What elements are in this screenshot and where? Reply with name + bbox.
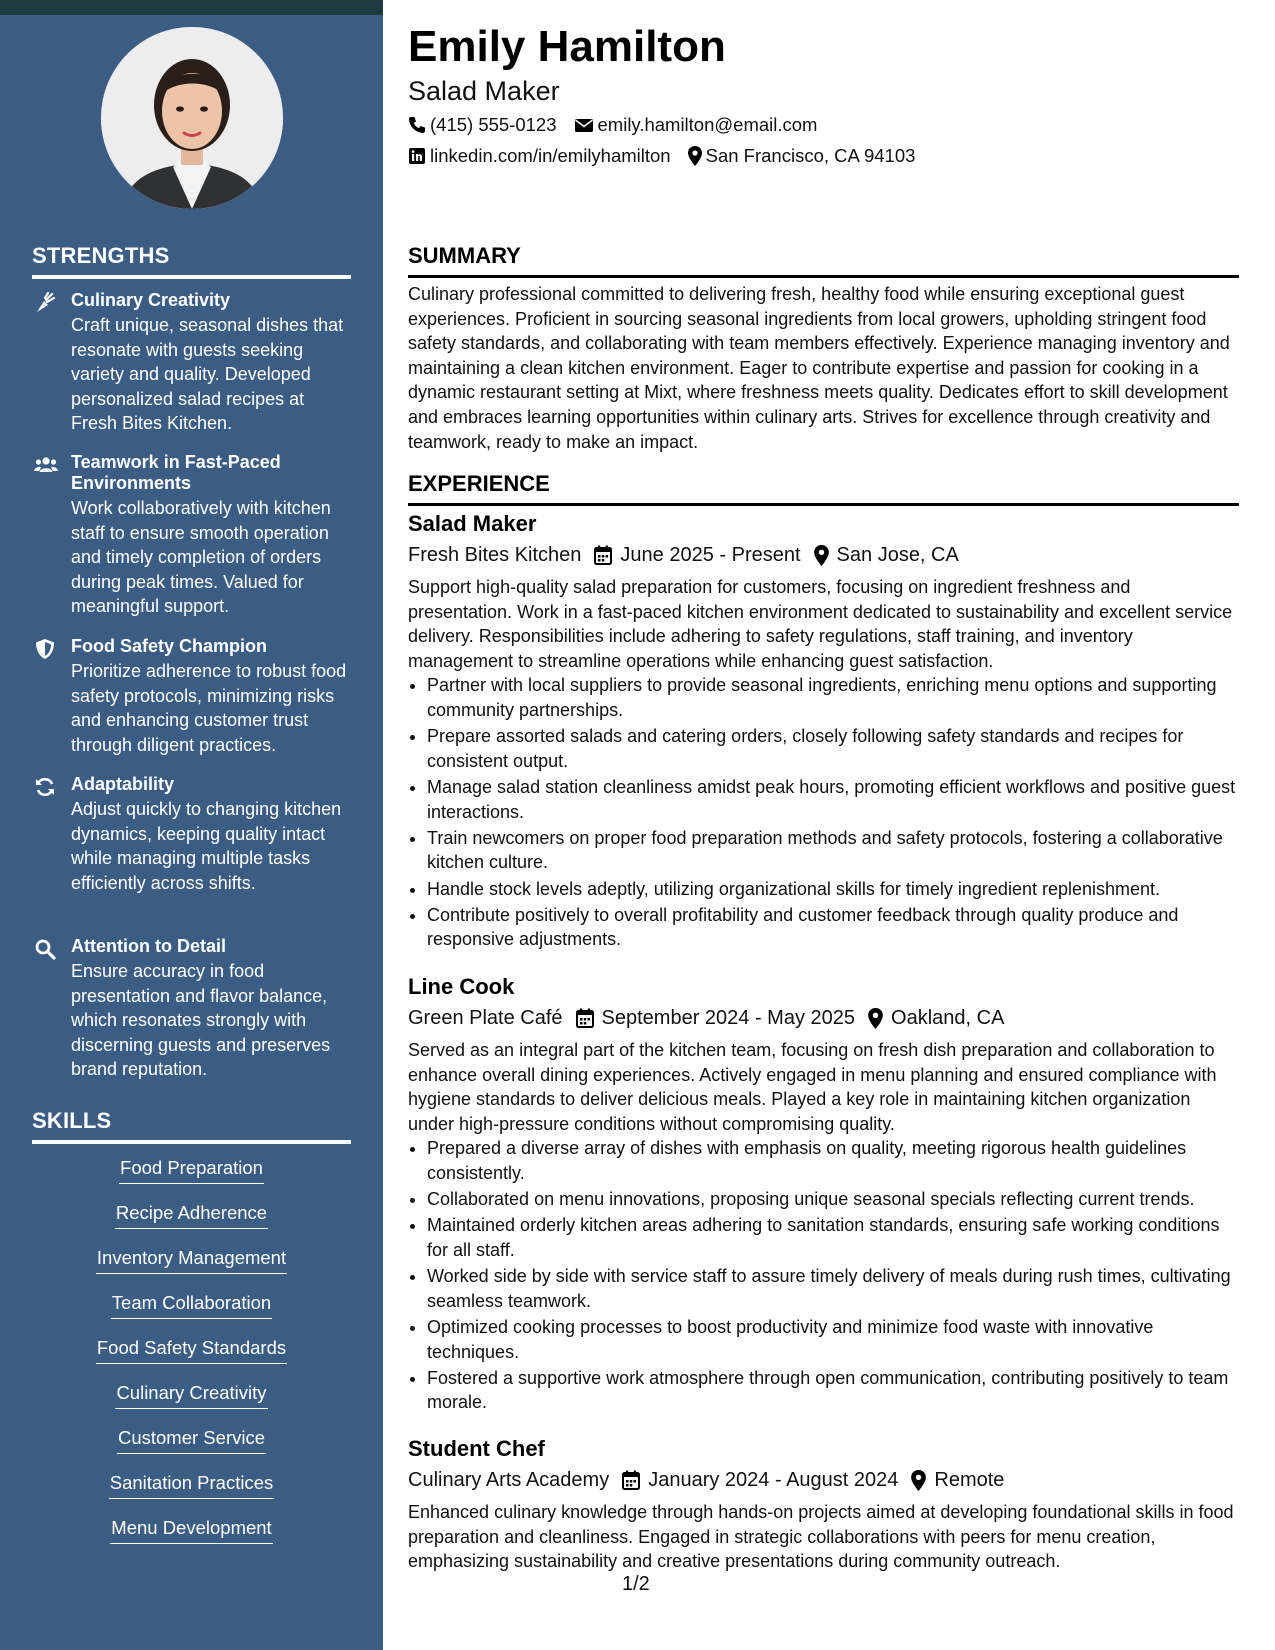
strength-title: Culinary Creativity [71, 290, 231, 310]
list-item: • Worked side by side with service staff to assure timely delivery of meals during rush times, cultivating seamless teamwork. [427, 1264, 1239, 1313]
list-item: • Optimized cooking processes to boost productivity and minimize food waste with innovative techniques. [427, 1315, 1239, 1364]
location-text: San Francisco, CA 94103 [705, 145, 916, 166]
job-dates: September 2024 - May 2025 [601, 1007, 856, 1029]
candidate-title: Salad Maker [408, 76, 560, 106]
skill-item: Inventory Management [32, 1245, 351, 1290]
skills-heading: SKILLS [32, 1108, 351, 1144]
job-entry [408, 511, 1239, 953]
strength-description: Craft unique, seasonal dishes that resonate with guests seeking variety and quality. Developed personalized salad recipes at Fresh Bites Kitchen. [71, 315, 344, 433]
job-meta [408, 1468, 1239, 1492]
job-dates: June 2025 - Present [620, 544, 801, 566]
job-company: Culinary Arts Academy [408, 1469, 610, 1491]
search-icon [34, 938, 56, 960]
job-title: Salad Maker [408, 511, 537, 536]
job-entry [408, 1436, 1239, 1574]
phone-icon [408, 116, 426, 134]
summary-text: Culinary professional committed to delivering fresh, healthy food while ensuring exceptional guest experiences. Proficient in sourcing seasonal ingredients from local growers, upholding stringent food safety standards, and collaborating with team members effectively. Experience managing inventory and maintaining a clean kitchen environment. Eager to contribute expertise and passion for cooking in a dynamic restaurant setting at Mixt, where freshness meets quality. Dedicates effort to skill development and embraces learning opportunities within culinary arts. Strives for excellence through creativity and teamwork, ready to make an impact. [408, 284, 1230, 452]
list-item: • Maintained orderly kitchen areas adhering to sanitation standards, ensuring safe working conditions for all staff. [427, 1213, 1239, 1262]
shield-icon [34, 638, 56, 660]
job-location: Oakland, CA [891, 1007, 1005, 1029]
list-item: • Manage salad station cleanliness amidst peak hours, promoting efficient workflows and positive guest interactions. [427, 775, 1239, 824]
sync-icon [34, 776, 56, 798]
job-company: Fresh Bites Kitchen [408, 544, 582, 566]
phone-number[interactable]: (415) 555-0123 [430, 114, 557, 135]
calendar-icon [594, 545, 612, 565]
map-marker-icon [814, 545, 829, 566]
summary-heading: SUMMARY [408, 243, 1239, 278]
list-item: • Handle stock levels adeptly, utilizing organizational skills for timely ingredient replenishment. [427, 877, 1239, 902]
strength-description: Ensure accuracy in food presentation and flavor balance, which resonates strongly with discerning guests and preserves brand reputation. [71, 961, 331, 1079]
page-number: 1/2 [622, 1573, 650, 1595]
skill-item: Menu Development [32, 1515, 351, 1560]
skill-item: Culinary Creativity [32, 1380, 351, 1425]
job-bullets [408, 673, 1239, 952]
carrot-icon [34, 292, 56, 314]
linkedin-icon [408, 147, 426, 165]
list-item: • Partner with local suppliers to provide seasonal ingredients, enriching menu options and supporting community partnerships. [427, 673, 1239, 722]
calendar-icon [622, 1470, 640, 1490]
strength-item [32, 774, 352, 895]
job-description: Support high-quality salad preparation for customers, focusing on ingredient freshness and presentation. Work in a fast-paced kitchen environment dedicated to sustainability and excellent service delivery. Responsibilities include adhering to safety regulations, staff training, and inventory management to streamline operations while enhancing guest satisfaction. [408, 577, 1233, 671]
experience-heading: EXPERIENCE [408, 471, 1239, 506]
list-item: • Collaborated on menu innovations, proposing unique seasonal specials reflecting current trends. [427, 1187, 1239, 1212]
contact-row [408, 114, 834, 136]
users-icon [34, 454, 56, 476]
strength-title: Teamwork in Fast-Paced Environments [71, 452, 281, 493]
job-meta [408, 1006, 1239, 1030]
job-location: San Jose, CA [836, 544, 959, 566]
skills-list [32, 1155, 351, 1560]
job-dates: January 2024 - August 2024 [648, 1469, 899, 1491]
skill-item: Customer Service [32, 1425, 351, 1470]
linkedin-link[interactable]: linkedin.com/in/emilyhamilton [430, 145, 671, 166]
strength-item [32, 290, 352, 436]
candidate-name: Emily Hamilton [408, 22, 726, 71]
job-title: Line Cook [408, 974, 515, 999]
strength-item [32, 636, 352, 757]
strength-title: Adaptability [71, 774, 175, 794]
list-item: • Contribute positively to overall profitability and customer feedback through quality produce and responsive adjustments. [427, 903, 1239, 952]
strength-description: Adjust quickly to changing kitchen dynamics, keeping quality intact while managing multiple tasks efficiently across shifts. [71, 799, 342, 893]
map-marker-icon [688, 146, 702, 166]
job-title: Student Chef [408, 1436, 545, 1461]
sidebar [0, 0, 383, 1650]
strength-description: Work collaboratively with kitchen staff to ensure smooth operation and timely completion of orders during peak times. Valued for meaningful support. [71, 498, 331, 616]
list-item: • Prepare assorted salads and catering orders, closely following safety standards and recipes for consistent output. [427, 724, 1239, 773]
strength-item [32, 452, 352, 619]
skill-item: Food Preparation [32, 1155, 351, 1200]
skill-item: Sanitation Practices [32, 1470, 351, 1515]
job-meta [408, 543, 1239, 567]
map-marker-icon [868, 1008, 883, 1029]
sidebar-top-bar [0, 0, 383, 15]
list-item: • Fostered a supportive work atmosphere through open communication, contributing positively to team morale. [427, 1366, 1239, 1415]
list-item: • Train newcomers on proper food preparation methods and safety protocols, fostering a collaborative kitchen culture. [427, 826, 1239, 875]
contact-row [408, 145, 932, 167]
strength-description: Prioritize adherence to robust food safety protocols, minimizing risks and enhancing customer trust through diligent practices. [71, 661, 347, 755]
job-company: Green Plate Café [408, 1007, 563, 1029]
job-location: Remote [934, 1469, 1005, 1491]
job-bullets [408, 1136, 1239, 1415]
job-description: Enhanced culinary knowledge through hands-on projects aimed at developing foundational skills in food preparation and cleanliness. Engaged in strategic collaborations with peers for menu creation, emphasizing sustainability and creative presentations during community outreach. [408, 1502, 1234, 1572]
skill-item: Food Safety Standards [32, 1335, 351, 1380]
envelope-icon [574, 117, 594, 133]
job-entry [408, 974, 1239, 1416]
skill-item: Team Collaboration [32, 1290, 351, 1335]
strength-title: Attention to Detail [71, 936, 226, 956]
skill-item: Recipe Adherence [32, 1200, 351, 1245]
email-link[interactable]: emily.hamilton@email.com [597, 114, 818, 135]
strength-title: Food Safety Champion [71, 636, 268, 656]
job-description: Served as an integral part of the kitchen team, focusing on fresh dish preparation and collaboration to enhance overall dining experiences. Actively engaged in menu planning and ensured compliance with hygiene standards to deliver delicious meals. Played a key role in maintaining kitchen organization under high-pressure conditions without compromising quality. [408, 1040, 1217, 1134]
list-item: • Prepared a diverse array of dishes with emphasis on quality, meeting rigorous health guidelines consistently. [427, 1136, 1239, 1185]
map-marker-icon [911, 1470, 926, 1491]
strengths-heading: STRENGTHS [32, 243, 351, 279]
strength-item [32, 936, 352, 1082]
profile-photo [101, 27, 283, 209]
calendar-icon [576, 1008, 594, 1028]
